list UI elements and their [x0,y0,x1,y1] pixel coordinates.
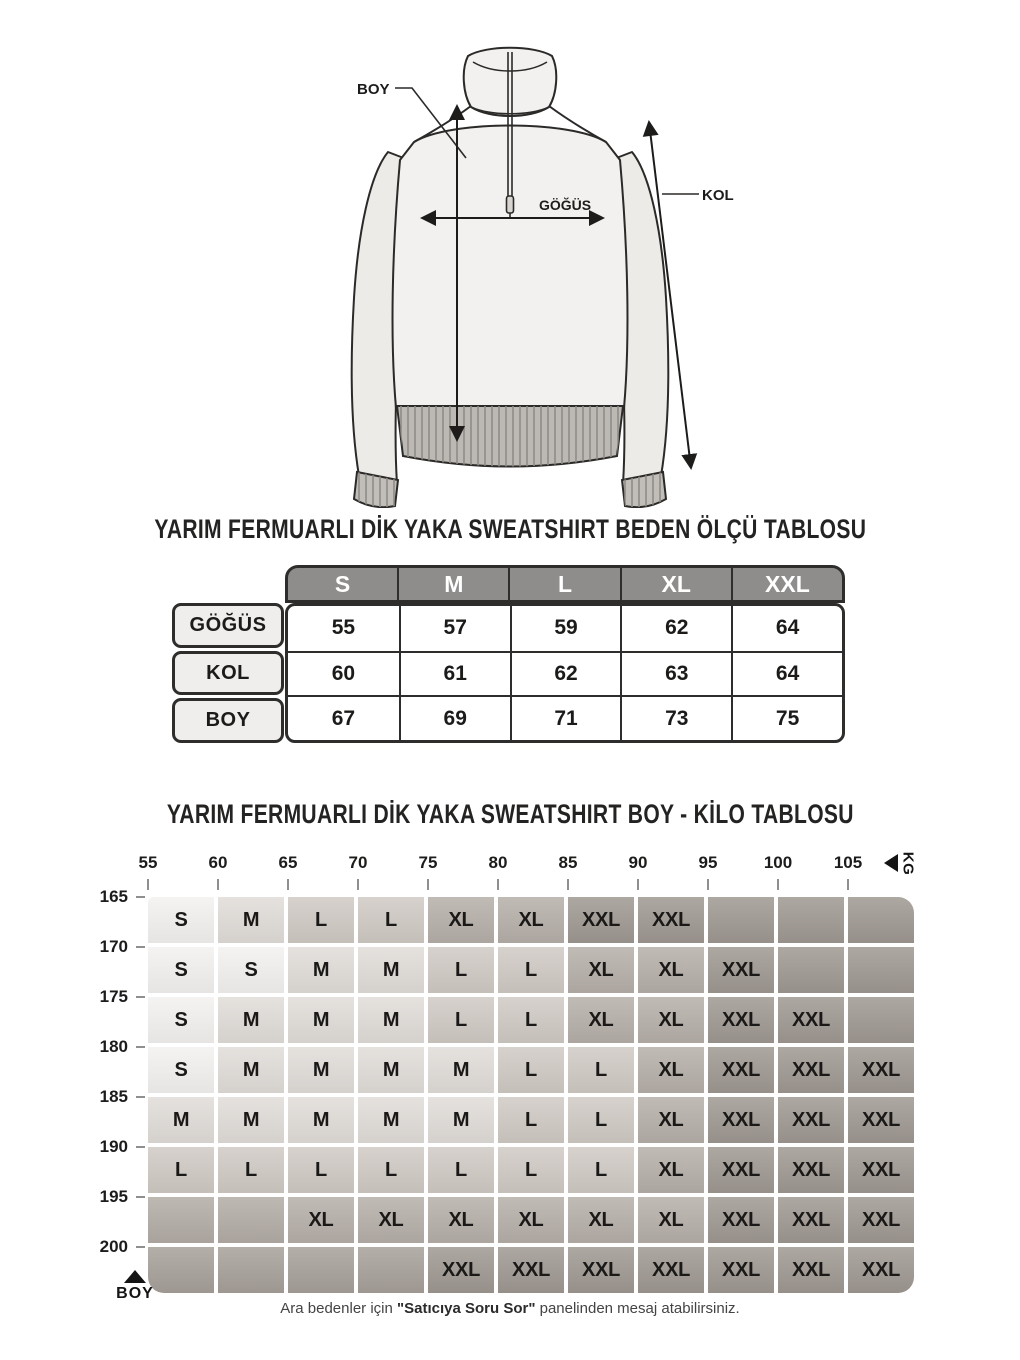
kg-tick-label: 85 [558,853,578,872]
height-tick-label: 175 [99,987,128,1006]
size-value-cell: 73 [620,695,731,740]
matrix-size-cell: XXL [778,1097,844,1143]
size-row-label: KOL [172,651,284,696]
matrix-size-cell: XL [498,897,564,943]
kg-unit-label: KG [899,851,917,875]
matrix-size-cell: S [148,1047,214,1093]
size-table-header-row [285,565,845,603]
matrix-size-cell: XL [638,1097,704,1143]
matrix-size-cell: L [148,1147,214,1193]
matrix-size-cell: S [218,947,284,993]
matrix-size-cell: XXL [778,997,844,1043]
size-value-cell: 69 [399,695,510,740]
boy-arrow-icon [124,1270,146,1283]
size-value-cell: 67 [288,695,399,740]
matrix-size-cell: M [428,1097,494,1143]
matrix-size-cell: L [218,1147,284,1193]
matrix-empty-cell [148,1197,214,1243]
matrix-size-cell: M [288,947,354,993]
size-col-header: M [397,568,508,600]
size-row-label: BOY [172,698,284,743]
matrix-size-cell: L [568,1147,634,1193]
size-value-cell: 62 [620,606,731,651]
size-value-cell: 62 [510,651,621,696]
matrix-size-cell: M [218,897,284,943]
matrix-size-cell: XL [358,1197,424,1243]
matrix-empty-cell [778,947,844,993]
size-value-cell: 60 [288,651,399,696]
matrix-empty-cell [848,897,914,943]
footer-note [0,1300,1020,1317]
height-tick-label: 180 [99,1037,128,1056]
height-tick-mark [136,1246,145,1248]
matrix-size-cell: L [358,897,424,943]
footer-note-prefix: Ara bedenler için [280,1300,397,1317]
matrix-size-cell: L [428,1147,494,1193]
matrix-size-cell: M [288,1097,354,1143]
height-tick-label: 200 [99,1237,128,1256]
kg-tick-label: 55 [138,853,158,872]
matrix-size-cell: M [358,947,424,993]
height-tick-mark [136,946,145,948]
matrix-size-cell: XL [568,997,634,1043]
matrix-size-cell: XXL [708,1097,774,1143]
height-tick-label: 185 [99,1087,128,1106]
kg-tick-label: 100 [763,853,793,872]
kg-tick-label: 75 [418,853,438,872]
matrix-size-cell: M [148,1097,214,1143]
size-row-label: GÖĞÜS [172,603,284,648]
hem-band [397,406,623,467]
matrix-size-cell: XXL [498,1247,564,1293]
matrix-empty-cell [358,1247,424,1293]
height-tick-label: 195 [99,1187,128,1206]
height-tick-mark [136,1196,145,1198]
matrix-size-cell: XXL [428,1247,494,1293]
matrix-size-cell: L [568,1047,634,1093]
kg-tick-label: 70 [348,853,368,872]
height-tick-mark [136,1096,145,1098]
matrix-size-cell: XXL [708,997,774,1043]
size-table-values [285,603,845,743]
matrix-size-cell: XL [288,1197,354,1243]
matrix-size-cell: XXL [708,1047,774,1093]
kg-tick-label: 95 [698,853,718,872]
footer-note-quoted: "Satıcıya Soru Sor" [397,1300,536,1317]
matrix-size-cell: M [288,1047,354,1093]
kg-axis-marker [884,851,920,875]
matrix-size-cell: XXL [848,1047,914,1093]
matrix-size-cell: L [498,1147,564,1193]
kg-tick-label: 65 [278,853,298,872]
size-value-cell: 59 [510,606,621,651]
kol-measure-label: KOL [702,187,734,204]
kg-tick-mark [847,879,849,890]
matrix-size-cell: L [498,947,564,993]
height-tick-mark [136,1046,145,1048]
size-value-cell: 55 [331,616,356,640]
matrix-size-cell: XL [638,1147,704,1193]
matrix-empty-cell [848,947,914,993]
kg-tick-mark [427,879,429,890]
matrix-size-cell: XXL [778,1047,844,1093]
size-col-header: L [508,568,619,600]
matrix-size-cell: XXL [848,1197,914,1243]
matrix-size-cell: L [428,997,494,1043]
height-tick-label: 165 [99,887,128,906]
matrix-size-cell: XXL [848,1247,914,1293]
matrix-empty-cell [708,897,774,943]
kg-tick-mark [357,879,359,890]
boy-measure-label: BOY [357,81,390,98]
matrix-size-cell: S [148,897,214,943]
size-col-header: XXL [731,568,842,600]
matrix-size-cell: XL [428,1197,494,1243]
matrix-size-cell: S [148,997,214,1043]
size-value-cell: 71 [510,695,621,740]
matrix-size-cell: XXL [778,1197,844,1243]
matrix-size-cell: M [218,1047,284,1093]
matrix-title: YARIM FERMUARLI DİK YAKA SWEATSHIRT BOY - KİLO TABLOSU [166,799,854,829]
matrix-size-cell: L [498,1047,564,1093]
matrix-size-cell: XL [498,1197,564,1243]
kg-tick-mark [637,879,639,890]
body-panel [393,126,628,409]
matrix-size-cell: XXL [708,1147,774,1193]
matrix-size-cell: XXL [708,1197,774,1243]
kg-tick-mark [287,879,289,890]
matrix-size-cell: XL [568,1197,634,1243]
matrix-size-cell: XXL [848,1097,914,1143]
kg-tick-mark [567,879,569,890]
matrix-size-cell: L [428,947,494,993]
matrix-size-cell: M [358,997,424,1043]
kg-arrow-icon [884,854,898,872]
matrix-size-cell: XXL [848,1147,914,1193]
height-weight-matrix [148,897,914,1293]
kg-tick-label: 60 [208,853,228,872]
footer-note-suffix: panelinden mesaj atabilirsiniz. [535,1300,740,1317]
matrix-size-cell: XXL [708,1247,774,1293]
matrix-size-cell: XXL [638,897,704,943]
matrix-empty-cell [288,1247,354,1293]
matrix-size-cell: S [148,947,214,993]
matrix-size-cell: M [218,1097,284,1143]
kg-tick-mark [777,879,779,890]
matrix-size-cell: XL [638,1047,704,1093]
gogus-measure-label: GÖĞÜS [538,197,592,213]
matrix-size-cell: XXL [778,1147,844,1193]
matrix-size-cell: L [288,897,354,943]
kg-tick-mark [217,879,219,890]
size-value-cell: 75 [731,695,842,740]
matrix-size-cell: XXL [778,1247,844,1293]
size-value-cell: 63 [620,651,731,696]
matrix-size-cell: M [218,997,284,1043]
matrix-size-cell: M [358,1097,424,1143]
height-tick-mark [136,1146,145,1148]
matrix-size-cell: L [498,1097,564,1143]
matrix-empty-cell [848,997,914,1043]
matrix-size-cell: XL [638,1197,704,1243]
matrix-size-cell: XL [638,997,704,1043]
matrix-size-cell: L [288,1147,354,1193]
kg-tick-mark [707,879,709,890]
matrix-empty-cell [218,1247,284,1293]
size-value-cell: 61 [399,651,510,696]
matrix-size-cell: XXL [568,1247,634,1293]
matrix-size-cell: XXL [568,897,634,943]
matrix-size-cell: L [358,1147,424,1193]
boy-axis-marker [112,1270,158,1303]
matrix-size-cell: XL [568,947,634,993]
matrix-size-cell: M [428,1047,494,1093]
kg-tick-label: 105 [833,853,863,872]
matrix-empty-cell [218,1197,284,1243]
height-tick-label: 170 [99,937,128,956]
height-tick-label: 190 [99,1137,128,1156]
size-col-header: XL [620,568,731,600]
matrix-size-cell: L [498,997,564,1043]
matrix-size-cell: XL [638,947,704,993]
height-tick-mark [136,996,145,998]
kg-tick-mark [497,879,499,890]
matrix-size-cell: M [288,997,354,1043]
height-tick-mark [136,896,145,898]
kg-tick-label: 90 [628,853,648,872]
matrix-size-cell: M [358,1047,424,1093]
size-col-header: S [334,570,351,597]
matrix-size-cell: XXL [638,1247,704,1293]
boy-unit-label: BOY [116,1285,154,1302]
matrix-empty-cell [778,897,844,943]
matrix-size-cell: XL [428,897,494,943]
matrix-size-cell: L [568,1097,634,1143]
size-value-cell: 64 [731,606,842,651]
size-table-title: YARIM FERMUARLI DİK YAKA SWEATSHIRT BEDEN ÖLÇÜ TABLOSU [154,514,866,544]
size-value-cell: 57 [399,606,510,651]
size-value-cell: 64 [731,651,842,696]
kg-tick-mark [147,879,149,890]
size-table-label-column [172,603,284,743]
matrix-size-cell: XXL [708,947,774,993]
kg-tick-label: 80 [488,853,508,872]
sweatshirt-diagram [300,40,740,508]
